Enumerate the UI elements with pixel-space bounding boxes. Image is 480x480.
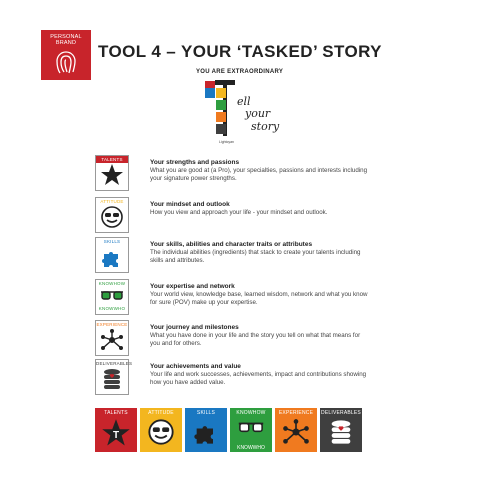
- attitude-badge: [95, 197, 129, 233]
- deliverables-mini-icon: [216, 124, 226, 134]
- knowhow-mini-icon: [216, 100, 226, 110]
- star-icon: [101, 418, 131, 448]
- star-icon: [100, 163, 124, 187]
- tile-letter: T: [112, 430, 120, 441]
- tile-label: EXPERIENCE: [278, 410, 314, 416]
- network-icon: [100, 328, 124, 352]
- personal-brand-logo: [41, 30, 91, 80]
- row-description: The individual abilities (ingredients) that stack to create your talents including skills and attributes.: [150, 249, 361, 265]
- experience-mini-icon: [216, 112, 226, 122]
- puzzle-icon: [192, 418, 220, 446]
- attitude-mini-icon: [216, 88, 226, 98]
- word-your: your: [245, 107, 271, 120]
- row-title: Your strengths and passions: [150, 159, 240, 166]
- experience-badge: [95, 320, 129, 356]
- cool-face-icon: [147, 418, 175, 446]
- row-description: What you have done in your life and the story you tell on what that means for you and for others.: [150, 332, 361, 348]
- list-item-attitude: [95, 197, 375, 235]
- row-description: What you are good at (a Pro), your specialties, passions and interests including your signature power strengths.: [150, 167, 368, 183]
- fingerprint-icon: [52, 48, 80, 76]
- network-icon: [282, 418, 310, 446]
- tile-knowhow: [230, 408, 272, 452]
- tasked-tiles-strip: [95, 408, 363, 452]
- database-heart-icon: [327, 418, 355, 446]
- word-story: story: [251, 120, 280, 133]
- tile-bottom-label: KNOWWHO: [237, 445, 265, 451]
- word-ell: ell: [237, 95, 251, 108]
- knowhow-badge: [95, 279, 129, 315]
- row-title: Your mindset and outlook: [150, 201, 230, 208]
- tile-label: ATTITUDE: [148, 410, 174, 416]
- badge-label: EXPERIENCE: [96, 322, 128, 327]
- row-description: Your life and work successes, achievements, impact and contributions showing how you have added value.: [150, 371, 367, 387]
- page-title: TOOL 4 – YOUR ‘TASKED’ STORY: [98, 42, 382, 61]
- cool-face-icon: [100, 205, 124, 229]
- tile-attitude: [140, 408, 182, 452]
- badge-label: KNOWHOW: [98, 281, 126, 286]
- row-description: How you view and approach your life - your mindset and outlook.: [150, 209, 328, 216]
- list-item-experience: [95, 320, 375, 358]
- talents-badge: [95, 155, 129, 191]
- tile-deliverables: [320, 408, 362, 452]
- badge-label: ATTITUDE: [100, 199, 124, 204]
- row-title: Your achievements and value: [150, 363, 241, 370]
- glasses-icon: [237, 418, 265, 438]
- tile-label: SKILLS: [196, 410, 216, 416]
- skills-badge: [95, 237, 129, 273]
- subtitle: YOU ARE EXTRAORDINARY: [196, 69, 284, 75]
- list-item-talents: [95, 155, 375, 193]
- list-item-skills: [95, 237, 375, 275]
- brand-mark: Lightcyan: [219, 140, 234, 144]
- database-heart-icon: [100, 367, 124, 391]
- badge-label: SKILLS: [103, 239, 121, 244]
- tile-label: TALENTS: [104, 410, 128, 416]
- puzzle-icon: [100, 245, 124, 269]
- row-title: Your journey and milestones: [150, 324, 239, 331]
- tile-label: DELIVERABLES: [321, 410, 361, 416]
- badge-label: DELIVERABLES: [96, 361, 133, 366]
- list-item-deliverables: [95, 359, 375, 397]
- row-title: Your expertise and network: [150, 283, 235, 290]
- tell-your-story-graphic: [215, 78, 285, 150]
- row-title: Your skills, abilities and character traits or attributes: [150, 241, 313, 248]
- tile-talents: [95, 408, 137, 452]
- list-item-knowhow: [95, 279, 375, 317]
- skills-mini-icon: [205, 88, 215, 98]
- tile-experience: [275, 408, 317, 452]
- badge-label: TALENTS: [96, 156, 128, 163]
- deliverables-badge: [95, 359, 133, 395]
- row-description: Your world view, knowledge base, learned wisdom, network and what you know for sure (POV) make up your expertise.: [150, 291, 368, 307]
- badge-bottom-label: KNOWWHO: [98, 306, 126, 311]
- logo-line-2: BRAND: [55, 40, 77, 46]
- tile-skills: [185, 408, 227, 452]
- tile-label: KNOWHOW: [236, 410, 266, 416]
- glasses-icon: [100, 287, 124, 305]
- logo-line-1: PERSONAL: [50, 34, 82, 40]
